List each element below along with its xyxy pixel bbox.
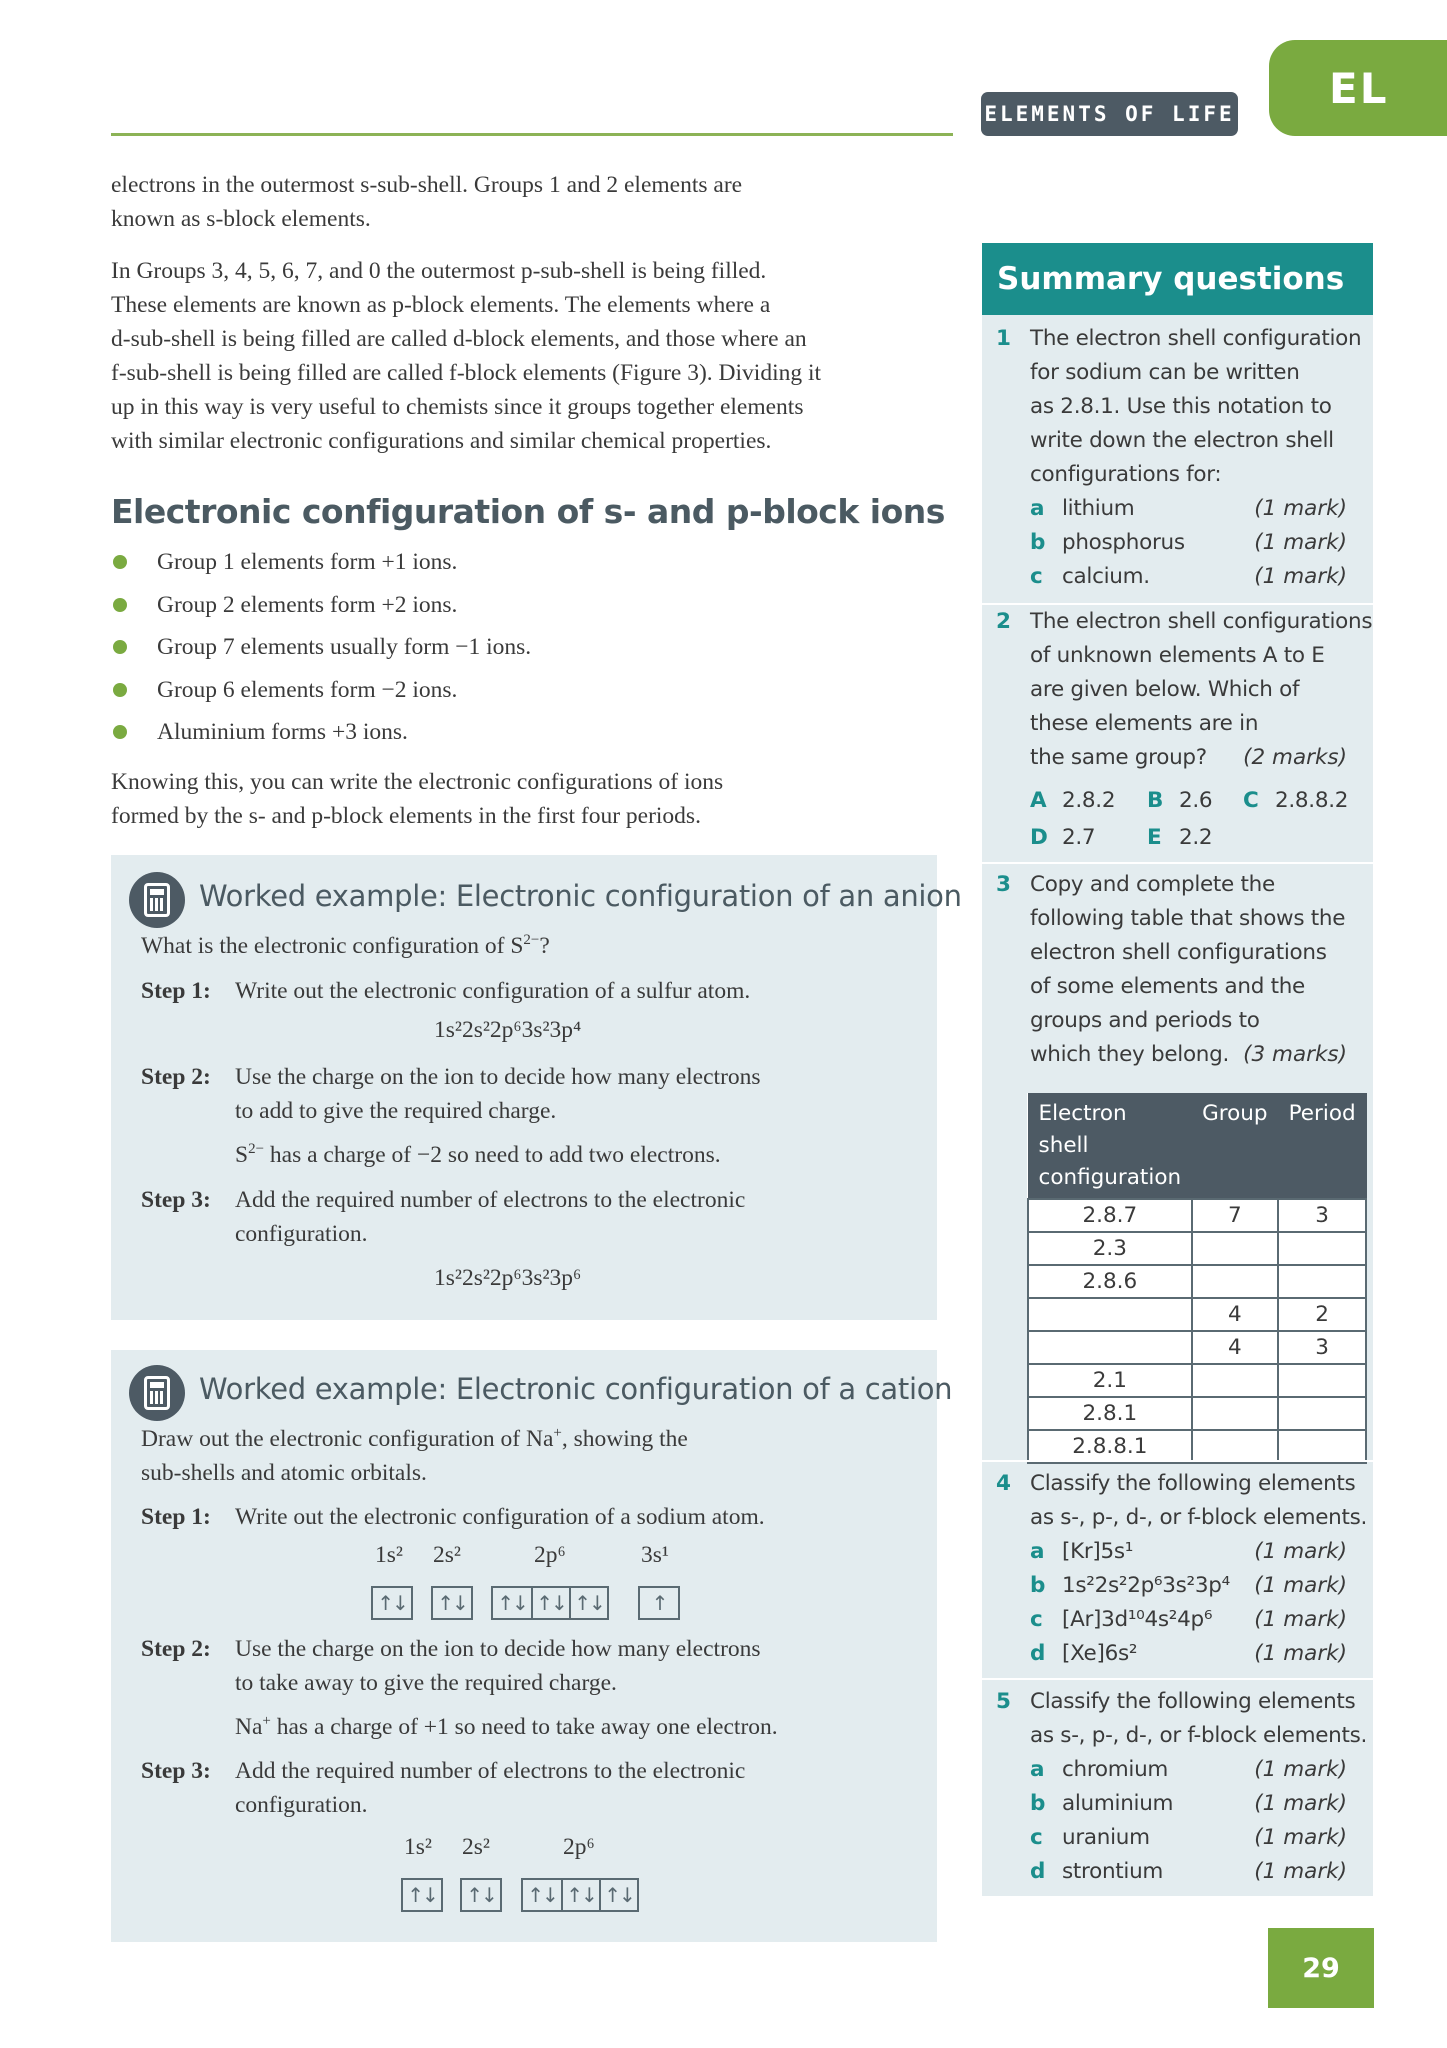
table-cell: 2.1 [1028, 1364, 1192, 1397]
question-text: Classify the following elements as s-, p-, d-, or f-block elements. [1030, 1471, 1368, 1530]
orbital-box-1s [371, 1586, 413, 1620]
question-item-letter: b [1030, 530, 1046, 555]
orbital-arrows: ↑↓ [531, 1588, 569, 1618]
orbital-label: 1s² [404, 1834, 432, 1860]
bullet-dot [113, 683, 127, 697]
table-cell [1192, 1265, 1278, 1298]
bullet-text: Group 1 elements form +1 ions. [157, 548, 458, 575]
question-text: The electron shell configuration for sodium can be written as 2.8.1. Use this notation to write down the electron shell configurations for: [1030, 326, 1362, 487]
worked-example-title: Worked example: Electronic configuration of an anion [199, 879, 962, 913]
orbital-box-2s [431, 1586, 473, 1620]
calculator-icon [129, 872, 185, 928]
table-row [1028, 1397, 1366, 1430]
table-row [1028, 1298, 1366, 1331]
question-item-text: [Kr]5s¹ [1062, 1539, 1134, 1564]
table-header: Group [1192, 1094, 1278, 1200]
orbital-label: 2p⁶ [563, 1834, 595, 1860]
bullet-item [113, 588, 457, 622]
question-text: Copy and complete the following table that shows the electron shell configurations of some elements and the groups and periods to which they belong. [1030, 872, 1346, 1067]
orbital-box-2s [460, 1878, 502, 1912]
bullet-text: Group 6 elements form −2 ions. [157, 676, 458, 703]
table-cell [1192, 1430, 1278, 1463]
table-cell [1028, 1331, 1192, 1364]
text-line: known as s-block elements. [111, 206, 371, 232]
table-cell: 3 [1278, 1199, 1366, 1232]
text-line: In Groups 3, 4, 5, 6, 7, and 0 the outermost p-sub-shell is being filled. [111, 258, 767, 284]
text-line: d-sub-shell is being filled are called d-block elements, and those where an [111, 326, 807, 352]
text-line: Knowing this, you can write the electronic configurations of ions [111, 769, 724, 795]
orbital-arrows: ↑↓ [599, 1880, 637, 1910]
intro-paragraph-1 [111, 168, 946, 236]
mark-allocation: (1 mark) [1254, 564, 1347, 589]
text-line: electrons in the outermost s-sub-shell. Groups 1 and 2 elements are [111, 172, 743, 198]
orbital-label: 1s² [375, 1542, 403, 1568]
mark-allocation: (3 marks) [1243, 1042, 1347, 1067]
orbital-arrows: ↑↓ [466, 1883, 496, 1907]
table-cell [1192, 1397, 1278, 1430]
orbital-arrows: ↑↓ [497, 1591, 527, 1615]
table-row [1028, 1331, 1366, 1364]
table-cell [1278, 1232, 1366, 1265]
table-cell [1278, 1265, 1366, 1298]
question-item-letter: a [1030, 496, 1045, 521]
orbital-box-2p [521, 1878, 639, 1912]
electron-configuration: 1s²2s²2p⁶3s²3p⁶ [434, 1265, 582, 1291]
question-item-text: chromium [1062, 1757, 1169, 1782]
question-item-text: lithium [1062, 496, 1135, 521]
question-item-letter: b [1030, 1791, 1046, 1816]
question-number: 4 [996, 1471, 1011, 1496]
table-cell: 2 [1278, 1298, 1366, 1331]
option-letter: D [1030, 825, 1048, 850]
summary-questions-title: Summary questions [982, 243, 1373, 315]
option-value: 2.7 [1062, 825, 1096, 850]
bullet-text: Group 7 elements usually form −1 ions. [157, 633, 532, 660]
chapter-label: ELEMENTS OF LIFE [981, 92, 1238, 136]
table-cell: 2.8.6 [1028, 1265, 1192, 1298]
option-letter: B [1147, 788, 1164, 813]
question-item-letter: d [1030, 1641, 1046, 1666]
table-cell: 2.8.7 [1028, 1199, 1192, 1232]
orbital-label: 2s² [433, 1542, 461, 1568]
question-item-text: [Xe]6s² [1062, 1641, 1138, 1666]
option-value: 2.2 [1179, 825, 1213, 850]
calculator-icon [129, 1365, 185, 1421]
section-paragraph [111, 765, 946, 833]
table-cell [1028, 1298, 1192, 1331]
question-item-text: [Ar]3d¹⁰4s²4p⁶ [1062, 1607, 1213, 1632]
orbital-arrows: ↑↓ [527, 1883, 557, 1907]
orbital-arrows: ↑↓ [377, 1591, 407, 1615]
bullet-dot [113, 598, 127, 612]
page-number: 29 [1268, 1928, 1374, 2008]
text-line: formed by the s- and p-block elements in the first four periods. [111, 803, 701, 829]
charge-note: Na+ has a charge of +1 so need to take away one electron. [235, 1713, 778, 1740]
option-letter: E [1147, 825, 1162, 850]
orbital-box-3s [638, 1586, 680, 1620]
bullet-dot [113, 555, 127, 569]
table-cell [1192, 1232, 1278, 1265]
orbital-label: 2p⁶ [534, 1542, 566, 1568]
table-row [1028, 1232, 1366, 1265]
table-cell: 7 [1192, 1199, 1278, 1232]
table-row [1028, 1430, 1366, 1463]
question-divider [982, 1460, 1373, 1462]
step-label: Step 3: [141, 1758, 211, 1784]
table-cell [1278, 1397, 1366, 1430]
bullet-text: Aluminium forms +3 ions. [157, 718, 408, 745]
worked-example-title: Worked example: Electronic configuration of a cation [199, 1372, 953, 1406]
option-letter: A [1030, 788, 1047, 813]
question-divider [982, 1678, 1373, 1680]
question-text: Classify the following elements as s-, p-, d-, or f-block elements. [1030, 1689, 1368, 1748]
table-cell: 3 [1278, 1331, 1366, 1364]
mark-allocation: (1 mark) [1254, 1791, 1347, 1816]
table-cell: 4 [1192, 1298, 1278, 1331]
question-item-text: uranium [1062, 1825, 1150, 1850]
mark-allocation: (1 mark) [1254, 530, 1347, 555]
question-item-letter: b [1030, 1573, 1046, 1598]
chapter-tab: EL [1269, 40, 1447, 136]
step-text: Write out the electronic configuration of a sulfur atom. [235, 978, 751, 1004]
bullet-item [113, 630, 531, 664]
question-item-text: aluminium [1062, 1791, 1174, 1816]
table-cell [1278, 1430, 1366, 1463]
table-cell [1192, 1364, 1278, 1397]
table-cell [1278, 1364, 1366, 1397]
question-number: 3 [996, 872, 1011, 897]
step-label: Step 2: [141, 1636, 211, 1662]
worked-example-cation [111, 1350, 953, 1942]
table-row [1028, 1265, 1366, 1298]
step-label: Step 1: [141, 1504, 211, 1530]
orbital-box-2p [491, 1586, 609, 1620]
question-item-letter: a [1030, 1539, 1045, 1564]
table-row [1028, 1364, 1366, 1397]
worked-example-anion [111, 855, 962, 1320]
step-text: Use the charge on the ion to decide how many electrons to add to give the required charge. [235, 1064, 761, 1124]
orbital-label: 3s¹ [641, 1542, 669, 1568]
question-item-text: 1s²2s²2p⁶3s²3p⁴ [1062, 1573, 1230, 1598]
mark-allocation: (1 mark) [1254, 1539, 1347, 1564]
mark-allocation: (1 mark) [1254, 1825, 1347, 1850]
question-item-letter: c [1030, 1825, 1043, 1850]
text-line: with similar electronic configurations and similar chemical properties. [111, 428, 772, 454]
mark-allocation: (2 marks) [1243, 745, 1347, 770]
question-number: 5 [996, 1689, 1011, 1714]
question-item-text: strontium [1062, 1859, 1164, 1884]
table-header: Period [1278, 1094, 1366, 1200]
option-value: 2.8.2 [1062, 788, 1116, 813]
intro-paragraph-2 [111, 254, 946, 458]
step-text: Use the charge on the ion to decide how many electrons to take away to give the required charge. [235, 1636, 761, 1696]
electron-shell-table [1027, 1093, 1367, 1464]
step-text: Add the required number of electrons to the electronic configuration. [235, 1758, 746, 1818]
question-item-letter: a [1030, 1757, 1045, 1782]
orbital-arrows: ↑↓ [561, 1880, 599, 1910]
mark-allocation: (1 mark) [1254, 1607, 1347, 1632]
worked-example-question: What is the electronic configuration of $S^{2-}$? [141, 932, 550, 959]
table-cell: 2.8.1 [1028, 1397, 1192, 1430]
question-item-letter: c [1030, 1607, 1043, 1632]
bullet-text: Group 2 elements form +2 ions. [157, 591, 458, 618]
bullet-item [113, 545, 457, 579]
bullet-dot [113, 640, 127, 654]
mark-allocation: (1 mark) [1254, 496, 1347, 521]
orbital-label: 2s² [462, 1834, 490, 1860]
question-divider [982, 862, 1373, 864]
question-item-text: phosphorus [1062, 530, 1185, 555]
option-letter: C [1243, 788, 1259, 813]
charge-note: $S^{2-}$ has a charge of −2 so need to add two electrons. [235, 1141, 721, 1168]
text-line: f-sub-shell is being filled are called f-block elements (Figure 3). Dividing it [111, 360, 822, 386]
text-line: These elements are known as p-block elements. The elements where a [111, 292, 771, 318]
option-value: 2.8.8.2 [1275, 788, 1349, 813]
text-line: up in this way is very useful to chemists since it groups together elements [111, 394, 804, 420]
worked-example-question: Draw out the electronic configuration of Na+, showing the sub-shells and atomic orbitals. [141, 1425, 688, 1486]
question-number: 2 [996, 609, 1011, 634]
table-cell: 2.8.8.1 [1028, 1430, 1192, 1463]
question-number: 1 [996, 326, 1011, 351]
bullet-item [113, 715, 408, 749]
bullet-item [113, 673, 457, 707]
table-cell: 4 [1192, 1331, 1278, 1364]
option-value: 2.6 [1179, 788, 1213, 813]
mark-allocation: (1 mark) [1254, 1573, 1347, 1598]
orbital-box-1s [401, 1878, 443, 1912]
question-item-letter: d [1030, 1859, 1046, 1884]
orbital-arrows: ↑ [651, 1591, 667, 1615]
table-row [1028, 1199, 1366, 1232]
step-label: Step 3: [141, 1187, 211, 1213]
question-item-letter: c [1030, 564, 1043, 589]
header-rule [111, 133, 953, 136]
bullet-dot [113, 725, 127, 739]
step-text: Add the required number of electrons to the electronic configuration. [235, 1187, 746, 1247]
orbital-arrows: ↑↓ [437, 1591, 467, 1615]
question-text: The electron shell configurations of unknown elements A to E are given below. Which of these elements are in the same group? [1030, 609, 1373, 770]
step-label: Step 1: [141, 978, 211, 1004]
step-label: Step 2: [141, 1064, 211, 1090]
table-header: Electron shell configuration [1028, 1094, 1192, 1200]
mark-allocation: (1 mark) [1254, 1859, 1347, 1884]
question-item-text: calcium. [1062, 564, 1150, 589]
orbital-arrows: ↑↓ [407, 1883, 437, 1907]
table-header-row [1028, 1094, 1366, 1200]
mark-allocation: (1 mark) [1254, 1757, 1347, 1782]
mark-allocation: (1 mark) [1254, 1641, 1347, 1666]
orbital-arrows: ↑↓ [569, 1588, 607, 1618]
electron-configuration: 1s²2s²2p⁶3s²3p⁴ [434, 1017, 582, 1043]
table-cell: 2.3 [1028, 1232, 1192, 1265]
section-heading: Electronic configuration of s- and p-block ions [111, 492, 945, 531]
step-text: Write out the electronic configuration of a sodium atom. [235, 1504, 765, 1530]
